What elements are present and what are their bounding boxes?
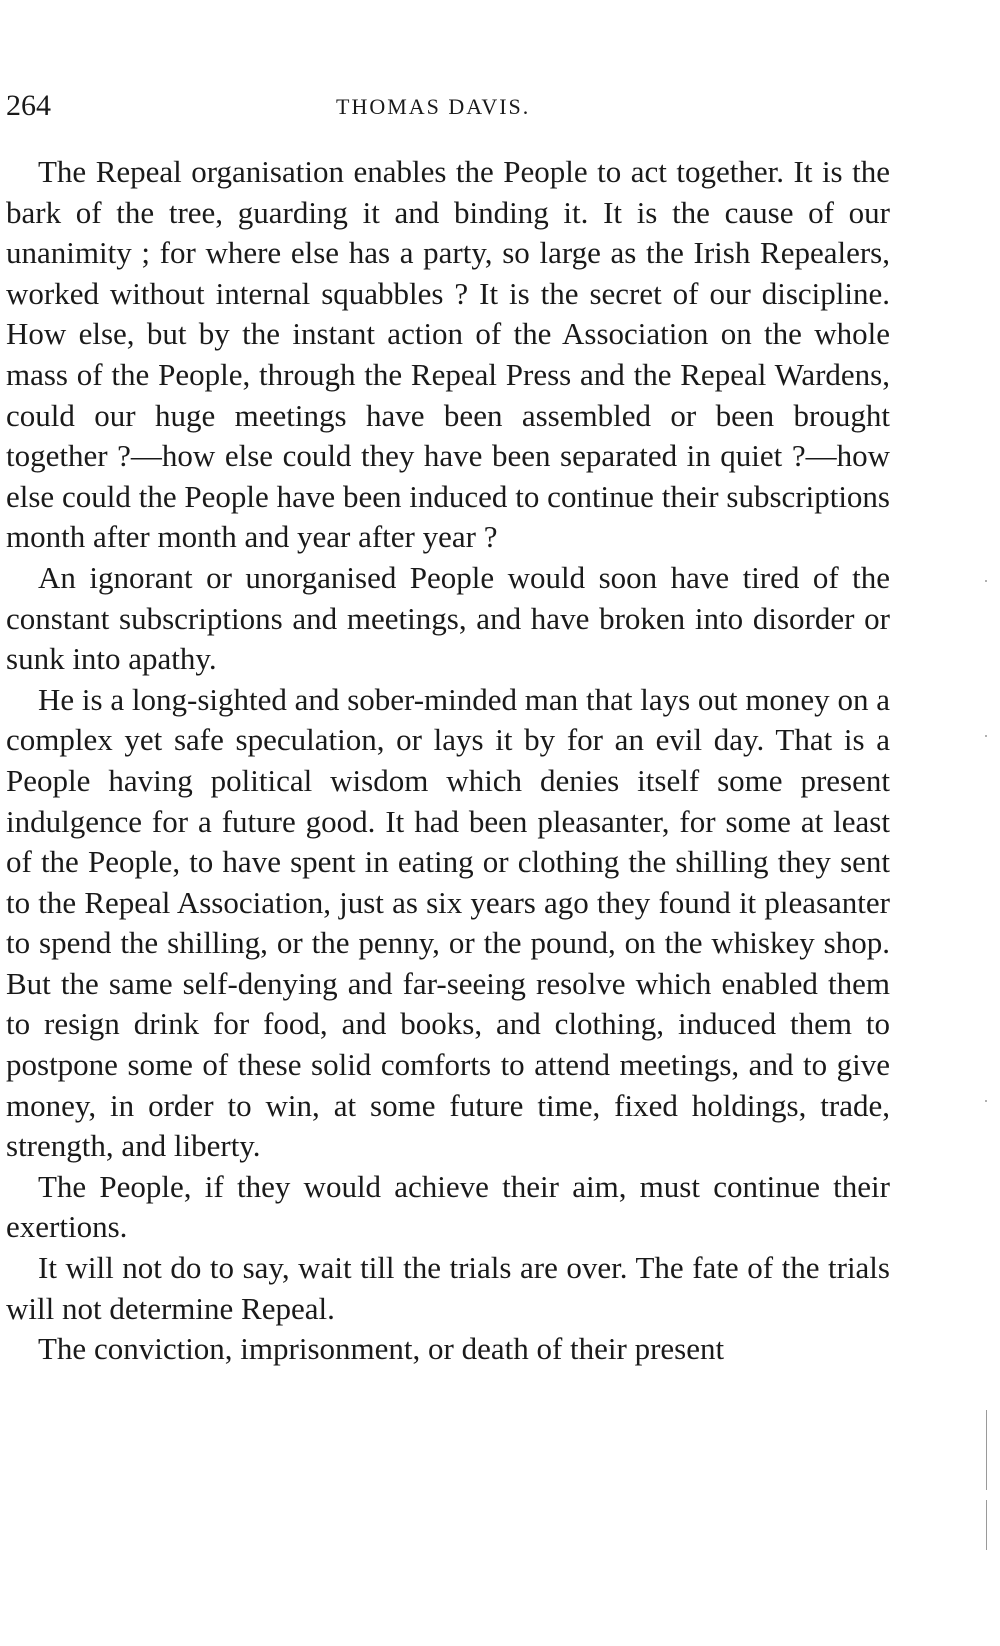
scan-speck xyxy=(985,580,987,582)
running-title: THOMAS DAVIS. xyxy=(336,94,531,119)
body-text xyxy=(6,152,890,1370)
scan-margin-line xyxy=(986,1410,987,1490)
paragraph-repeal-organisation: The Repeal organisation enables the People to act together. It is the bark of the tree, guarding it and binding it. It is the cause of our unanimity ; for where else has a party, so large as the Irish Repealers, worked without internal squabbles ? It is the secret of our discipline. How else, but by the instant action of the Association on the whole mass of the People, through the Repeal Press and the Repeal Wardens, could our huge meetings have been assembled or been brought together ?—how else could they have been separated in quiet ?—how else could the People have been induced to continue their subscriptions month after month and year after year ? xyxy=(6,154,890,555)
paragraph-continue-exertions: The People, if they would achieve their aim, must continue their exertions. xyxy=(6,1168,890,1245)
paragraph-wait-till-trials: It will not do to say, wait till the trials are over. The fate of the trials will not determine Repeal. xyxy=(6,1250,890,1326)
scan-margin-line xyxy=(986,1500,987,1550)
scan-speck xyxy=(985,735,987,737)
paragraph-long-sighted-man: He is a long-sighted and sober-minded man that lays out money on a complex yet safe speculation, or lays it by for an evil day. That is a People having political wisdom which denies itself some present indulgence for a future good. It had been pleasanter, for some at least of the People, to have spent in eating or clothing the shilling they sent to the Repeal Association, just as six years ago they found it pleasanter to spend the shilling, or the penny, or the pound, on the whiskey shop. But the same self-denying and far-seeing resolve which enabled them to resign drink for food, and books, and clothing, induced them to postpone some of these solid comforts to attend meetings, and to give money, in order to win, at some future time, fixed holdings, trade, strength, and liberty. xyxy=(6,681,890,1164)
paragraph-ignorant-people: An ignorant or unorganised People would soon have tired of the constant subscriptions and meetings, and have broken into disorder or sunk into apathy. xyxy=(6,559,890,677)
scan-speck xyxy=(985,1100,987,1102)
page-number: 264 xyxy=(6,89,51,122)
paragraph-conviction: The conviction, imprisonment, or death of their present xyxy=(38,1331,725,1367)
running-head xyxy=(6,88,890,124)
